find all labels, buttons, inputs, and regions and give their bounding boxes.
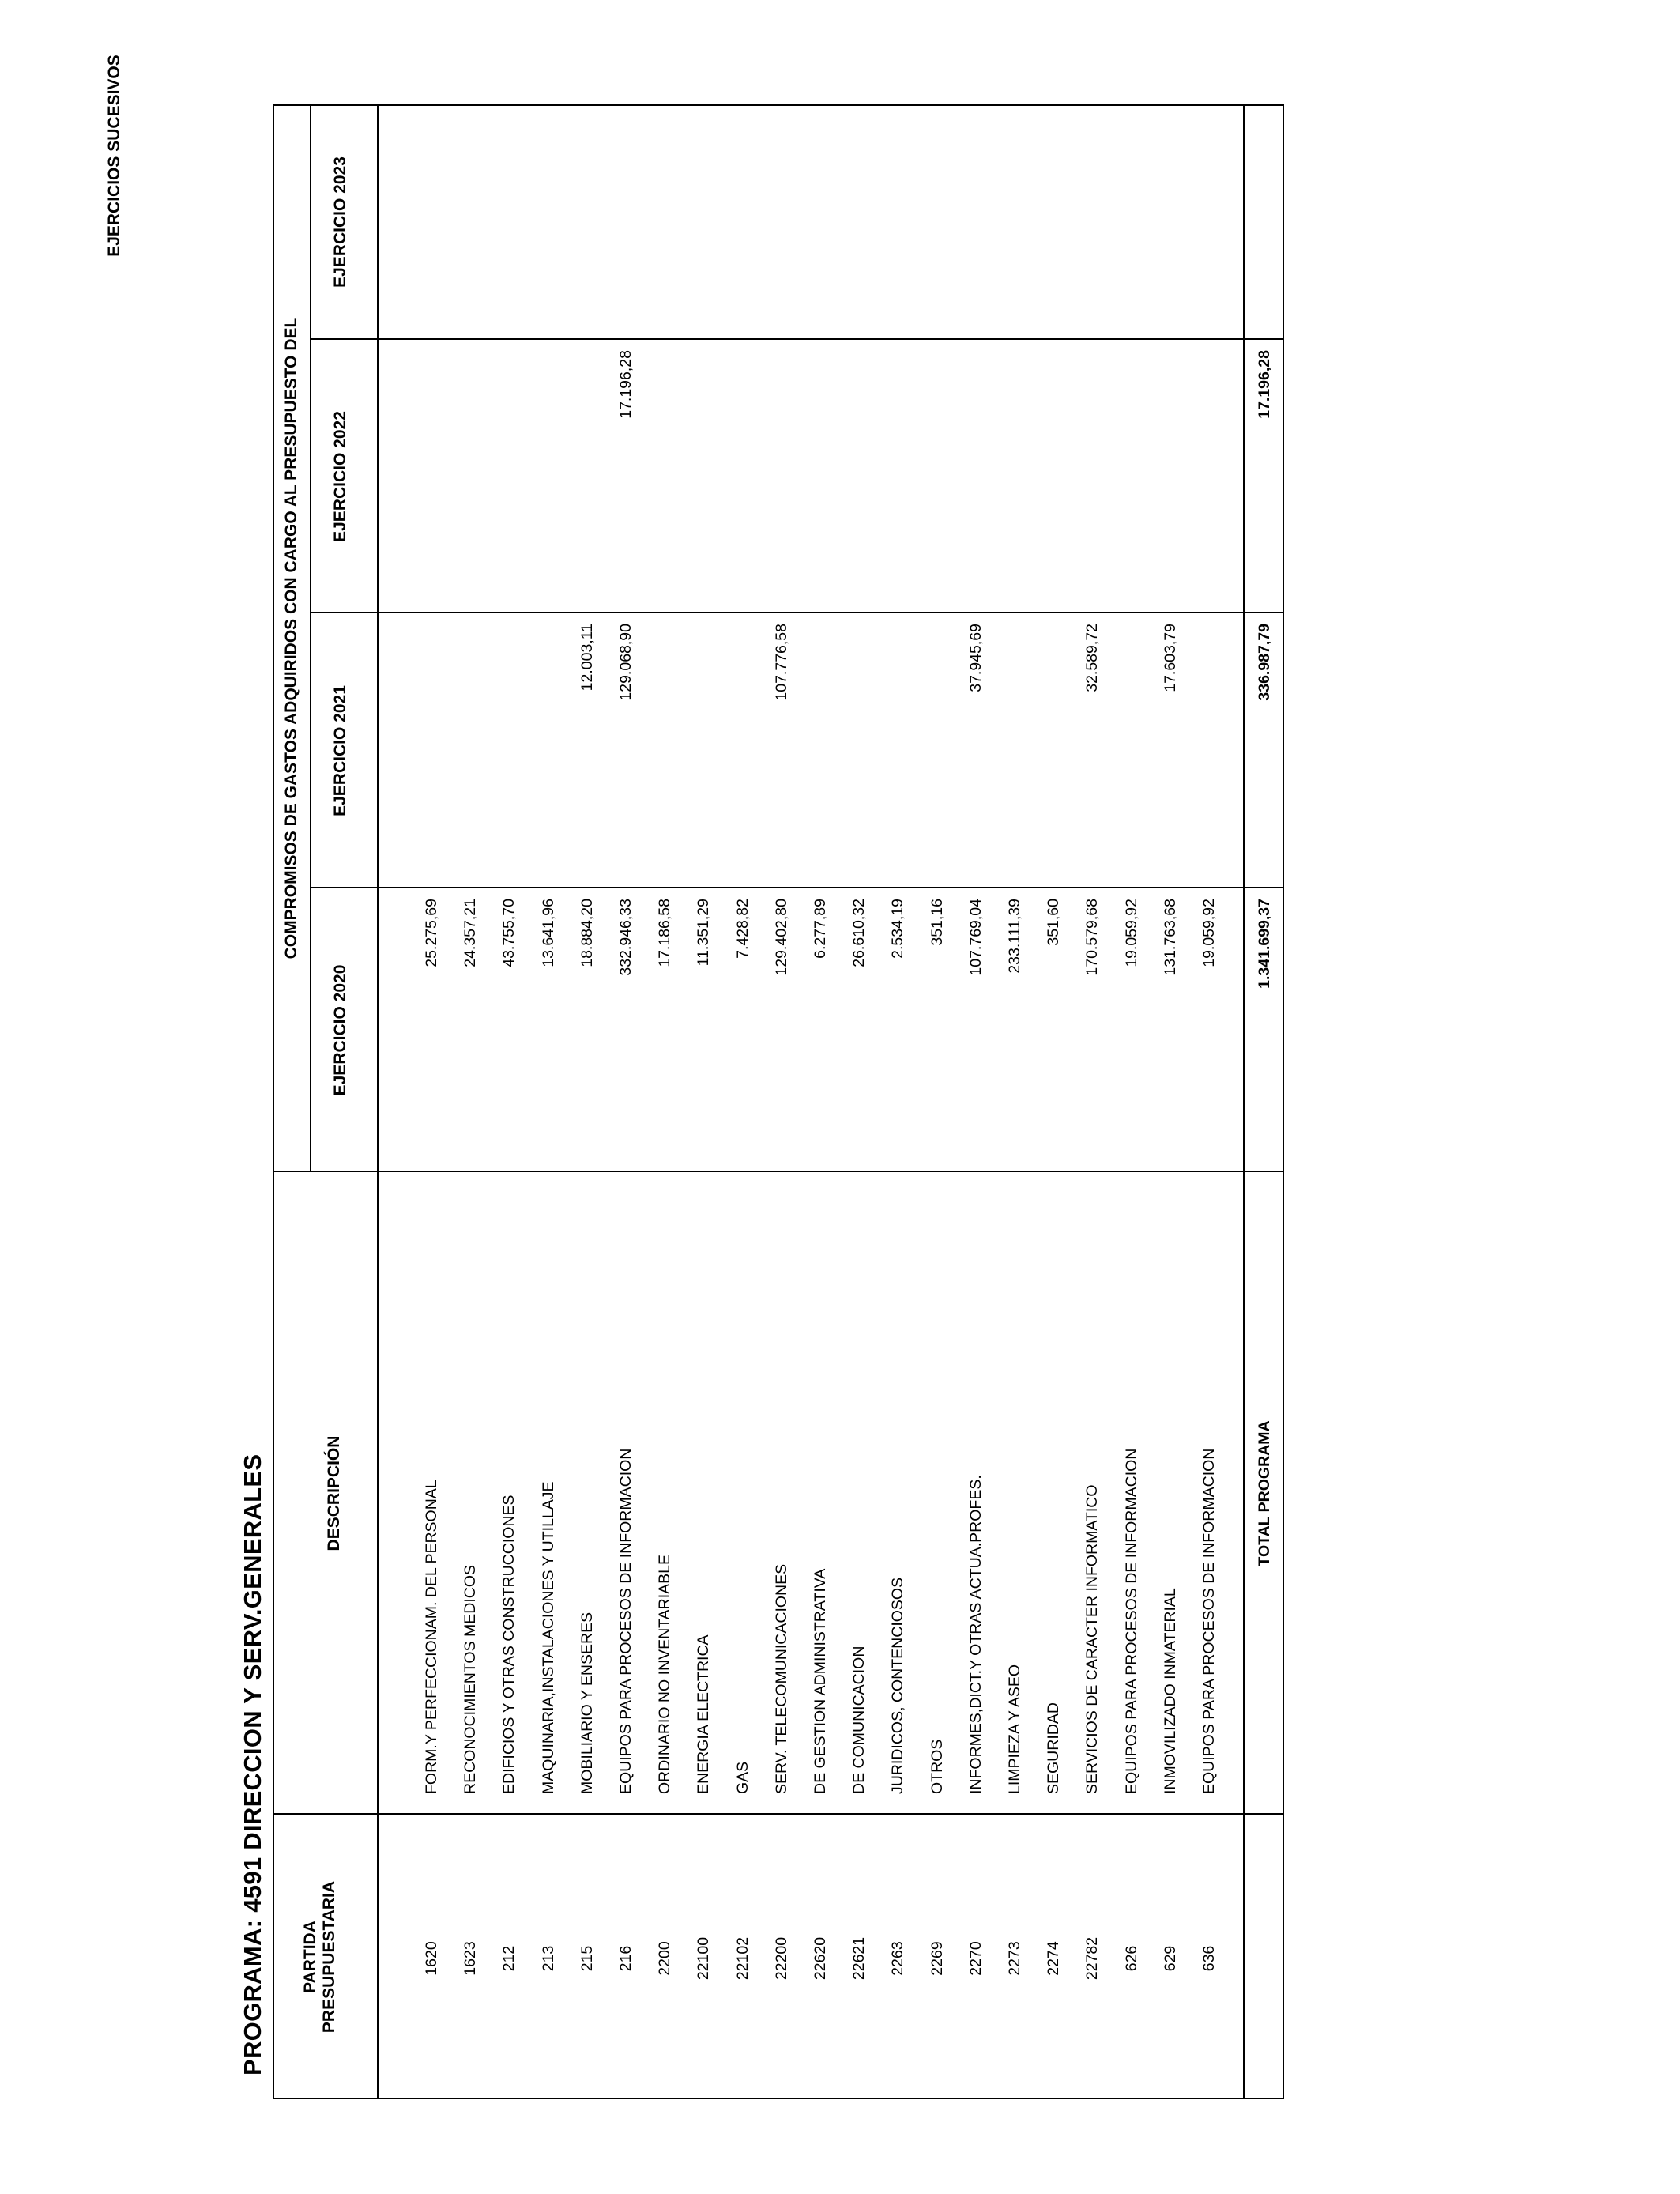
row-ejercicio-2020: 332.946,33 bbox=[617, 899, 635, 976]
row-ejercicio-2020: 19.059,92 bbox=[1122, 899, 1140, 967]
row-partida-code: 22621 bbox=[850, 1936, 868, 1981]
row-partida-code: 2263 bbox=[889, 1941, 907, 1976]
row-ejercicio-2022: 17.196,28 bbox=[617, 350, 635, 419]
row-ejercicio-2020: 26.610,32 bbox=[850, 899, 868, 967]
row-descripcion: EDIFICIOS Y OTRAS CONSTRUCCIONES bbox=[500, 1495, 518, 1794]
header-ejercicios-sucesivos: EJERCICIOS SUCESIVOS bbox=[105, 55, 123, 257]
row-ejercicio-2020: 11.351,29 bbox=[695, 899, 713, 967]
total-ejercicio-2020: 1.341.699,37 bbox=[1256, 899, 1273, 989]
row-partida-code: 22100 bbox=[695, 1936, 713, 1981]
header-presupuestaria: PRESUPUESTARIA bbox=[320, 1880, 338, 2034]
row-descripcion: EQUIPOS PARA PROCESOS DE INFORMACION bbox=[617, 1448, 635, 1794]
header-descripcion: DESCRIPCIÓN bbox=[325, 1435, 343, 1551]
row-descripcion: LIMPIEZA Y ASEO bbox=[1006, 1664, 1023, 1794]
row-ejercicio-2020: 7.428,82 bbox=[733, 899, 751, 959]
row-partida-code: 22782 bbox=[1083, 1936, 1102, 1981]
header-ejercicio-2020: EJERCICIO 2020 bbox=[331, 964, 349, 1096]
row-descripcion: OTROS bbox=[928, 1739, 946, 1794]
row-descripcion: RECONOCIMIENTOS MEDICOS bbox=[461, 1565, 480, 1794]
row-ejercicio-2020: 233.111,39 bbox=[1006, 899, 1023, 974]
row-descripcion: SEGURIDAD bbox=[1045, 1702, 1063, 1794]
column-divider bbox=[310, 612, 1245, 613]
row-ejercicio-2020: 2.534,19 bbox=[889, 899, 907, 959]
row-partida-code: 629 bbox=[1161, 1945, 1179, 1972]
row-descripcion: SERV. TELECOMUNICACIONES bbox=[772, 1563, 790, 1794]
row-descripcion: JURIDICOS, CONTENCIOSOS bbox=[889, 1577, 907, 1794]
row-ejercicio-2020: 43.755,70 bbox=[500, 899, 518, 967]
header-ejercicio-2022: EJERCICIO 2022 bbox=[331, 411, 349, 542]
row-partida-code: 2269 bbox=[928, 1941, 946, 1976]
row-ejercicio-2020: 19.059,92 bbox=[1200, 899, 1218, 967]
row-partida-code: 2274 bbox=[1045, 1941, 1063, 1976]
total-ejercicio-2021: 336.987,79 bbox=[1256, 624, 1273, 701]
row-partida-code: 213 bbox=[539, 1945, 557, 1972]
total-label: TOTAL PROGRAMA bbox=[1256, 1420, 1273, 1566]
row-descripcion: ORDINARIO NO INVENTARIABLE bbox=[656, 1554, 674, 1794]
row-ejercicio-2021: 37.945,69 bbox=[966, 624, 985, 692]
header-compromisos-group: COMPROMISOS DE GASTOS ADQUIRIDOS CON CARGO AL PRESUPUESTO DEL bbox=[282, 317, 300, 959]
row-ejercicio-2020: 24.357,21 bbox=[461, 899, 480, 967]
row-ejercicio-2020: 17.186,58 bbox=[656, 899, 674, 967]
header-bottom-divider bbox=[377, 104, 379, 2099]
row-partida-code: 215 bbox=[578, 1945, 596, 1972]
row-descripcion: EQUIPOS PARA PROCESOS DE INFORMACION bbox=[1122, 1448, 1140, 1794]
row-ejercicio-2020: 129.402,80 bbox=[772, 899, 790, 976]
row-partida-code: 2200 bbox=[656, 1941, 674, 1976]
row-descripcion: INFORMES,DICT.Y OTRAS ACTUA.PROFES. bbox=[966, 1475, 985, 1794]
row-descripcion: MOBILIARIO Y ENSERES bbox=[578, 1612, 596, 1794]
total-column-divider bbox=[1245, 338, 1284, 340]
row-ejercicio-2021: 129.068,90 bbox=[617, 624, 635, 701]
group-header-divider bbox=[310, 104, 311, 1172]
row-descripcion: FORM.Y PERFECCIONAM. DEL PERSONAL bbox=[423, 1480, 440, 1794]
row-partida-code: 22102 bbox=[733, 1936, 751, 1981]
row-ejercicio-2020: 18.884,20 bbox=[578, 899, 596, 967]
row-ejercicio-2021: 12.003,11 bbox=[578, 624, 596, 692]
row-descripcion: INMOVILIZADO INMATERIAL bbox=[1161, 1588, 1179, 1794]
header-ejercicio-2021: EJERCICIO 2021 bbox=[331, 685, 349, 816]
row-ejercicio-2020: 13.641,96 bbox=[539, 899, 557, 967]
row-ejercicio-2020: 170.579,68 bbox=[1083, 899, 1102, 976]
row-partida-code: 2273 bbox=[1006, 1941, 1023, 1976]
total-ejercicio-2022: 17.196,28 bbox=[1256, 350, 1273, 419]
row-descripcion: SERVICIOS DE CARACTER INFORMATICO bbox=[1083, 1484, 1102, 1794]
row-partida-code: 626 bbox=[1122, 1945, 1140, 1972]
row-ejercicio-2020: 351,60 bbox=[1045, 899, 1063, 946]
column-divider bbox=[310, 338, 1245, 340]
header-partida: PARTIDA bbox=[301, 1921, 319, 1993]
row-partida-code: 1620 bbox=[423, 1941, 440, 1976]
row-ejercicio-2020: 107.769,04 bbox=[966, 899, 985, 976]
row-ejercicio-2020: 6.277,89 bbox=[812, 899, 829, 959]
page-title: PROGRAMA: 4591 DIRECCION Y SERV.GENERALES bbox=[239, 1453, 266, 2075]
row-descripcion: DE GESTION ADMINISTRATIVA bbox=[812, 1568, 829, 1794]
row-descripcion: GAS bbox=[733, 1761, 751, 1794]
row-ejercicio-2020: 351,16 bbox=[928, 899, 946, 946]
row-partida-code: 22200 bbox=[772, 1936, 790, 1981]
row-partida-code: 22620 bbox=[812, 1936, 829, 1981]
row-ejercicio-2020: 131.763,68 bbox=[1161, 899, 1179, 976]
row-partida-code: 212 bbox=[500, 1945, 518, 1972]
column-divider bbox=[273, 1813, 1245, 1815]
row-partida-code: 636 bbox=[1200, 1945, 1218, 1972]
row-descripcion: MAQUINARIA,INSTALACIONES Y UTILLAJE bbox=[539, 1481, 557, 1794]
header-ejercicio-2023: EJERCICIO 2023 bbox=[331, 156, 349, 288]
row-ejercicio-2021: 17.603,79 bbox=[1161, 624, 1179, 692]
row-ejercicio-2021: 107.776,58 bbox=[772, 624, 790, 701]
row-descripcion: EQUIPOS PARA PROCESOS DE INFORMACION bbox=[1200, 1448, 1218, 1794]
row-partida-code: 1623 bbox=[461, 1941, 480, 1976]
row-ejercicio-2021: 32.589,72 bbox=[1083, 624, 1102, 692]
row-descripcion: DE COMUNICACION bbox=[850, 1646, 868, 1794]
row-partida-code: 216 bbox=[617, 1945, 635, 1972]
row-ejercicio-2020: 25.275,69 bbox=[423, 899, 440, 967]
row-descripcion: ENERGIA ELECTRICA bbox=[695, 1634, 713, 1794]
row-partida-code: 2270 bbox=[966, 1941, 985, 1976]
